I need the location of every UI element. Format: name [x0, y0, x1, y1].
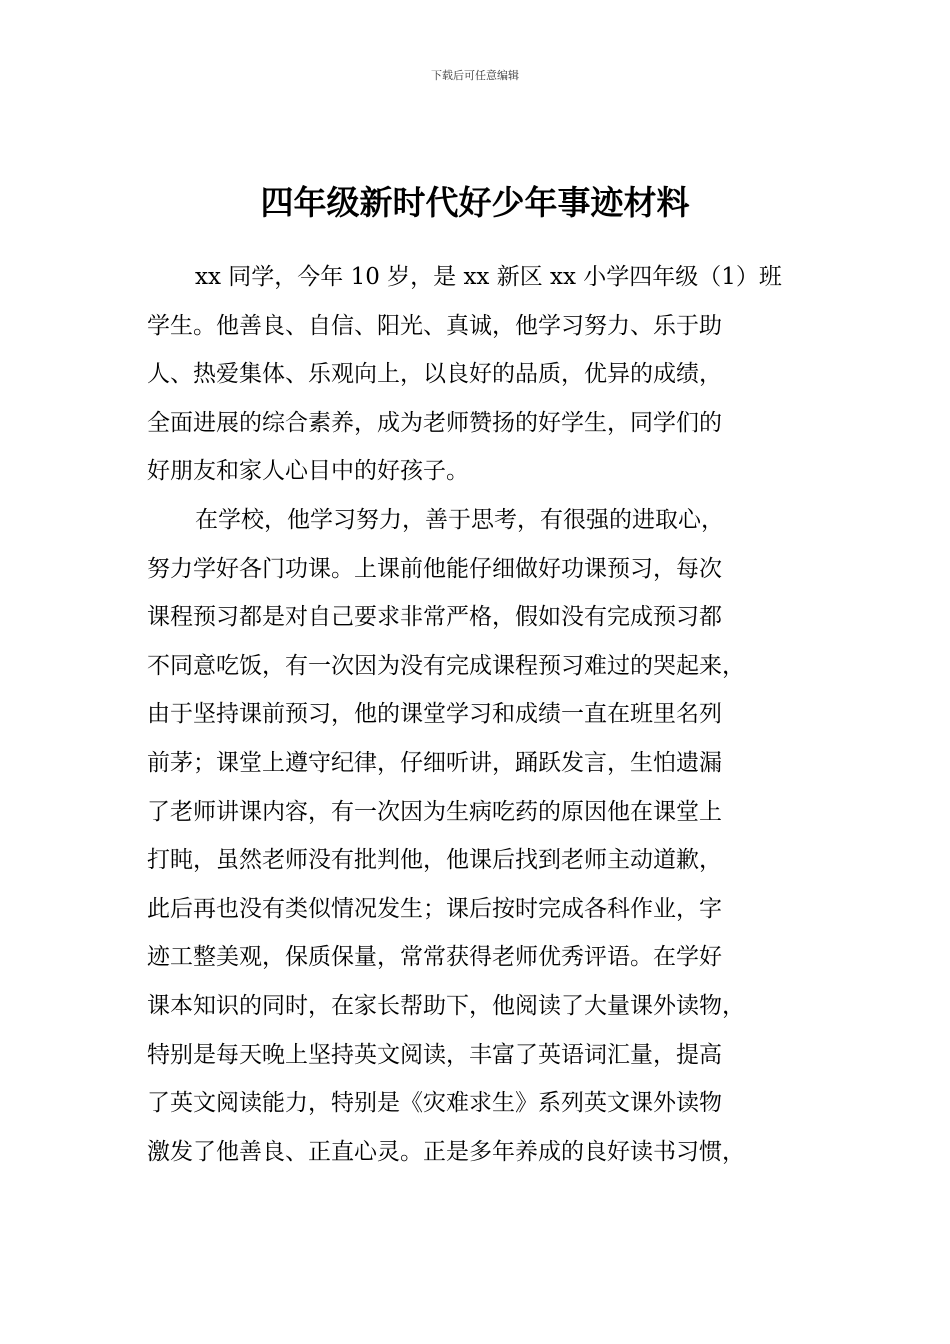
- paragraph-2: [147, 496, 807, 1176]
- text-line: 不同意吃饭，有一次因为没有完成课程预习难过的哭起来，: [147, 652, 745, 679]
- text-line: 全面进展的综合素养，成为老师赞扬的好学生，同学们的: [147, 409, 722, 436]
- text-line: xx 同学，今年 10 岁，是 xx 新区 xx 小学四年级（1）班: [195, 264, 782, 290]
- text-line: 特别是每天晚上坚持英文阅读，丰富了英语词汇量，提高: [147, 1041, 722, 1068]
- text-line: 努力学好各门功课。上课前他能仔细做好功课预习，每次: [147, 555, 722, 582]
- text-line: 了英文阅读能力，特别是《灾难求生》系列英文课外读物: [147, 1090, 722, 1117]
- text-line: 打盹，虽然老师没有批判他，他课后找到老师主动道歉，: [147, 847, 722, 874]
- text-line: 课本知识的同时，在家长帮助下，他阅读了大量课外读物，: [147, 992, 745, 1019]
- document-title: 四年级新时代好少年事迹材料: [260, 183, 690, 222]
- header-note: 下载后可任意编辑: [431, 69, 519, 82]
- text-line: 激发了他善良、正直心灵。正是多年养成的良好读书习惯，: [147, 1138, 745, 1165]
- text-line: 前茅；课堂上遵守纪律，仔细听讲，踊跃发言，生怕遗漏: [147, 749, 722, 776]
- text-line: 此后再也没有类似情况发生；课后按时完成各科作业，字: [147, 895, 722, 922]
- paragraph-1: [147, 253, 807, 496]
- text-line: 由于坚持课前预习，他的课堂学习和成绩一直在班里名列: [147, 701, 722, 728]
- text-line: 了老师讲课内容，有一次因为生病吃药的原因他在课堂上: [147, 798, 722, 825]
- text-line: 好朋友和家人心目中的好孩子。: [147, 458, 469, 485]
- text-line: 学生。他善良、自信、阳光、真诚，他学习努力、乐于助: [147, 312, 722, 339]
- text-line: 人、热爱集体、乐观向上，以良好的品质，优异的成绩，: [147, 361, 722, 388]
- text-line: 课程预习都是对自己要求非常严格，假如没有完成预习都: [147, 604, 722, 631]
- text-line: 在学校，他学习努力，善于思考，有很强的进取心，: [195, 507, 724, 533]
- text-line: 迹工整美观，保质保量，常常获得老师优秀评语。在学好: [147, 944, 722, 971]
